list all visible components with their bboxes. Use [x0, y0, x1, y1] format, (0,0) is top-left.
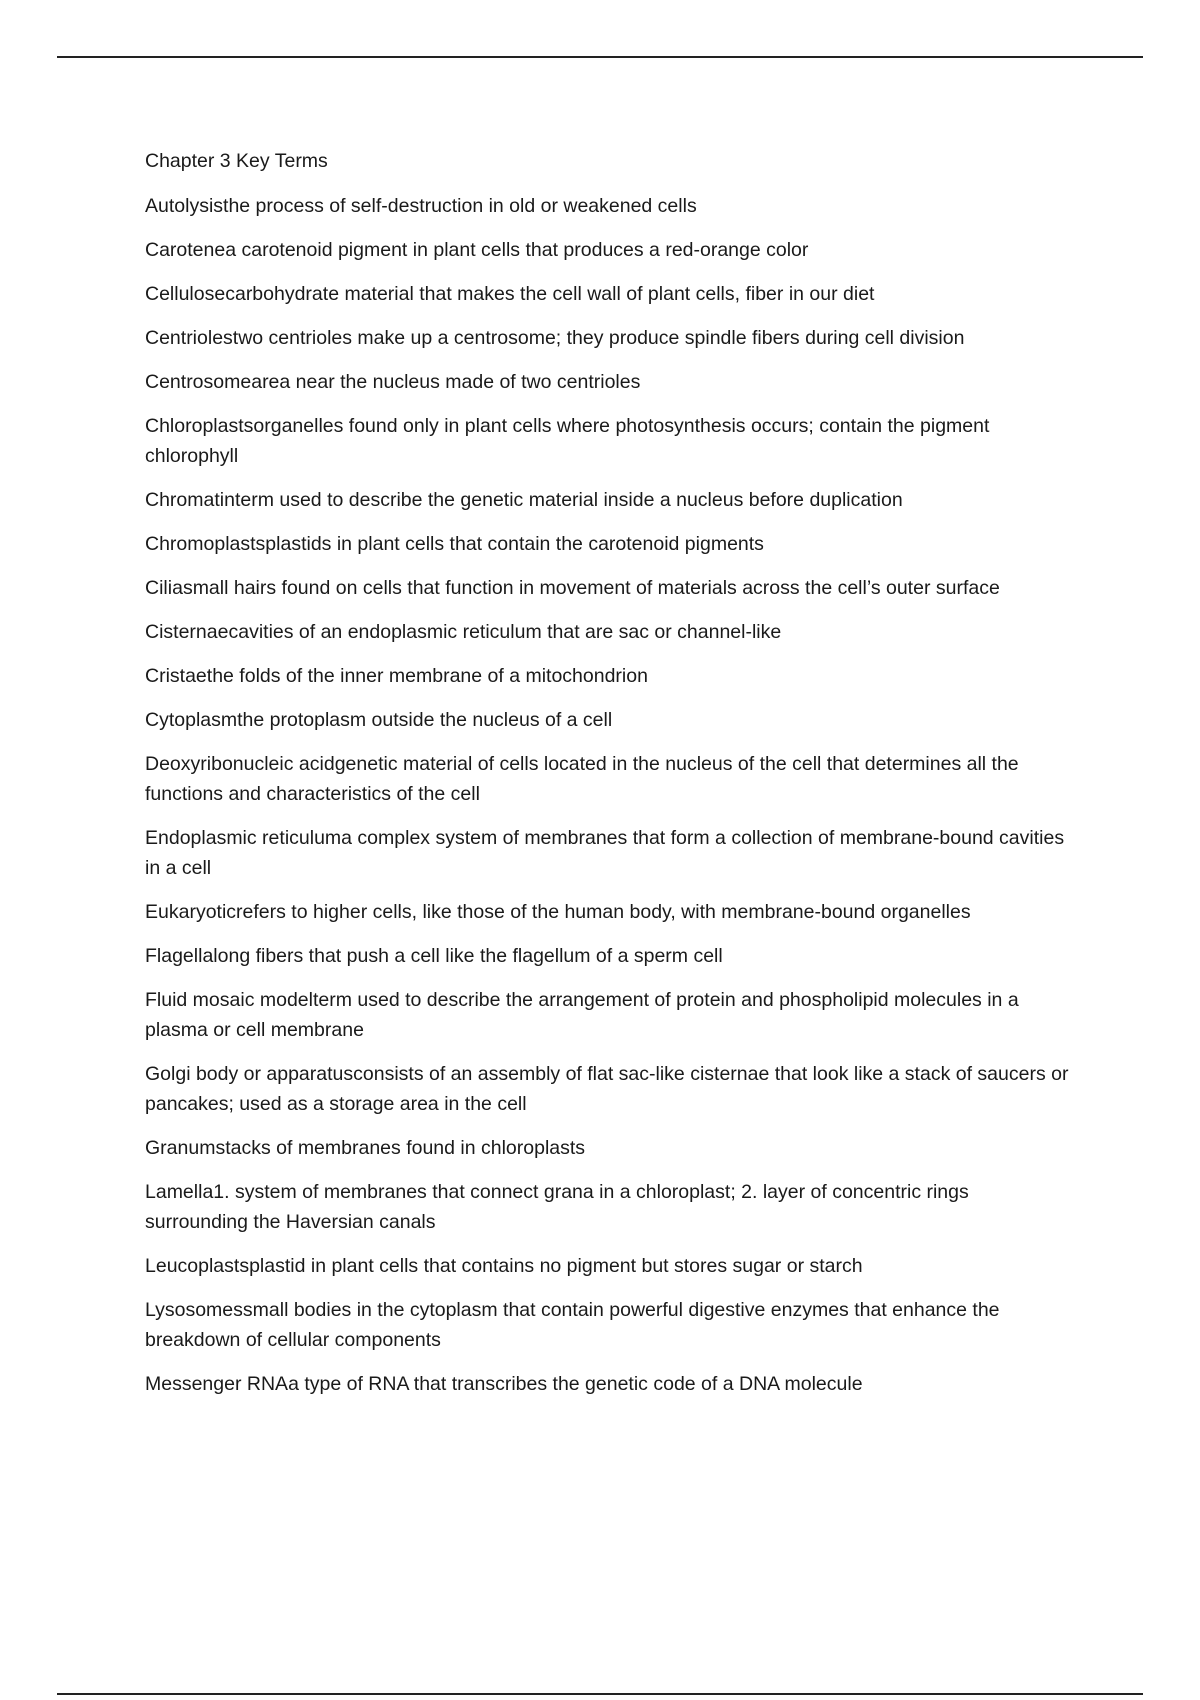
key-terms-list — [145, 191, 1075, 1399]
term-name: Lysosomes — [145, 1299, 243, 1321]
term-name: Messenger RNA — [145, 1373, 289, 1395]
term-definition: two centrioles make up a centrosome; they produce spindle fibers during cell division — [232, 327, 965, 349]
term-definition: the process of self-destruction in old or weakened cells — [223, 195, 697, 217]
term-entry — [145, 191, 1075, 221]
term-definition: 1. system of membranes that connect grana in a chloroplast; 2. layer of concentric rings surrounding the Haversian canals — [145, 1181, 969, 1233]
term-entry — [145, 897, 1075, 927]
document-title: Chapter 3 Key Terms — [145, 150, 328, 172]
term-name: Centrosome — [145, 371, 252, 393]
term-entry — [145, 1177, 1075, 1237]
term-entry — [145, 823, 1075, 883]
term-name: Carotene — [145, 239, 226, 261]
term-name: Chromatin — [145, 489, 235, 511]
term-definition: refers to higher cells, like those of the human body, with membrane-bound organelles — [236, 901, 971, 923]
term-name: Leucoplasts — [145, 1255, 250, 1277]
term-entry — [145, 411, 1075, 471]
term-name: Deoxyribonucleic acid — [145, 753, 335, 775]
term-name: Granum — [145, 1137, 216, 1159]
term-definition: a type of RNA that transcribes the genetic code of a DNA molecule — [288, 1373, 863, 1395]
term-name: Cellulose — [145, 283, 226, 305]
term-definition: consists of an assembly of flat sac-like cisternae that look like a stack of saucers or pancakes; used as a storage area in the cell — [145, 1063, 1069, 1115]
term-name: Eukaryotic — [145, 901, 237, 923]
term-name: Endoplasmic reticulum — [145, 827, 342, 849]
term-definition: stacks of membranes found in chloroplasts — [215, 1137, 586, 1159]
term-name: Chromoplasts — [145, 533, 266, 555]
term-name: Flagella — [145, 945, 214, 967]
document-body — [145, 146, 1075, 1413]
term-entry — [145, 529, 1075, 559]
term-definition: cavities of an endoplasmic reticulum that are sac or channel-like — [228, 621, 782, 643]
term-name: Cristae — [145, 665, 207, 687]
term-name: Fluid mosaic model — [145, 989, 313, 1011]
term-definition: long fibers that push a cell like the flagellum of a sperm cell — [213, 945, 723, 967]
term-definition: area near the nucleus made of two centrioles — [251, 371, 641, 393]
term-entry — [145, 705, 1075, 735]
term-entry — [145, 1133, 1075, 1163]
term-definition: term used to describe the arrangement of protein and phospholipid molecules in a plasma or cell membrane — [145, 989, 1019, 1041]
term-definition: genetic material of cells located in the nucleus of the cell that determines all the functions and characteristics of the cell — [145, 753, 1019, 805]
term-definition: carbohydrate material that makes the cell wall of plant cells, fiber in our diet — [225, 283, 875, 305]
term-name: Cisternae — [145, 621, 229, 643]
term-entry — [145, 661, 1075, 691]
term-entry — [145, 485, 1075, 515]
term-definition: plastid in plant cells that contains no pigment but stores sugar or starch — [249, 1255, 863, 1277]
term-definition: a carotenoid pigment in plant cells that produces a red-orange color — [225, 239, 809, 261]
term-entry — [145, 985, 1075, 1045]
term-entry — [145, 1295, 1075, 1355]
term-entry — [145, 1059, 1075, 1119]
term-name: Lamella — [145, 1181, 214, 1203]
term-name: Autolysis — [145, 195, 224, 217]
term-name: Cytoplasm — [145, 709, 238, 731]
bottom-rule — [57, 1693, 1143, 1695]
term-definition: term used to describe the genetic material inside a nucleus before duplication — [234, 489, 903, 511]
term-definition: small bodies in the cytoplasm that contain powerful digestive enzymes that enhance the breakdown of cellular components — [145, 1299, 1000, 1351]
term-name: Chloroplasts — [145, 415, 254, 437]
term-definition: small hairs found on cells that function in movement of materials across the cell’s outer surface — [182, 577, 1000, 599]
term-entry — [145, 573, 1075, 603]
top-rule — [57, 56, 1143, 58]
term-definition: the folds of the inner membrane of a mitochondrion — [206, 665, 648, 687]
term-entry — [145, 1369, 1075, 1399]
term-entry — [145, 617, 1075, 647]
term-entry — [145, 235, 1075, 265]
term-entry — [145, 1251, 1075, 1281]
term-entry — [145, 367, 1075, 397]
term-definition: plastids in plant cells that contain the carotenoid pigments — [265, 533, 764, 555]
term-entry — [145, 749, 1075, 809]
term-entry — [145, 279, 1075, 309]
term-definition: organelles found only in plant cells where photosynthesis occurs; contain the pigment chlorophyll — [145, 415, 990, 467]
term-name: Cilia — [145, 577, 183, 599]
term-definition: the protoplasm outside the nucleus of a cell — [237, 709, 613, 731]
term-name: Golgi body or apparatus — [145, 1063, 354, 1085]
term-entry — [145, 323, 1075, 353]
term-name: Centrioles — [145, 327, 233, 349]
term-definition: a complex system of membranes that form a collection of membrane-bound cavities in a cell — [145, 827, 1065, 879]
term-entry — [145, 941, 1075, 971]
